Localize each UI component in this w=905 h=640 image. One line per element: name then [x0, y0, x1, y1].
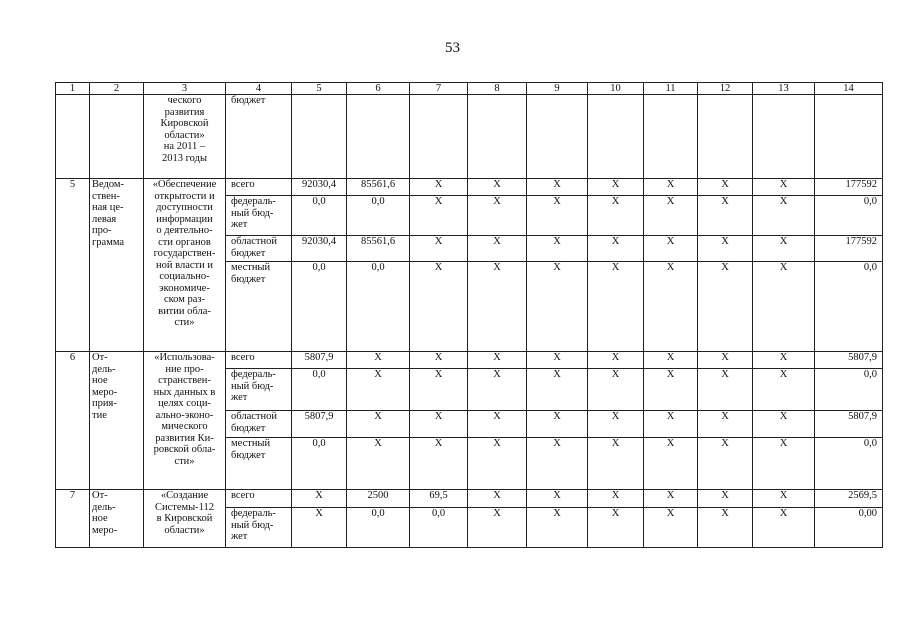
- row-number-cell: 7: [56, 490, 90, 548]
- value-cell: X: [410, 352, 468, 369]
- value-cell: 0,0: [347, 196, 410, 236]
- value-cell: 0,0: [292, 369, 347, 411]
- value-cell: 5807,9: [815, 352, 883, 369]
- value-cell: X: [753, 490, 815, 508]
- value-cell: X: [698, 508, 753, 548]
- value-cell: X: [588, 196, 644, 236]
- value-cell: X: [527, 369, 588, 411]
- value-cell: X: [468, 352, 527, 369]
- table-cell: [644, 95, 698, 179]
- program-name-cell: «Обеспечение открытости и доступности информации о деятельно- сти органов государствен- ной власти и социально- экономиче- ском раз- витии обла- сти»: [144, 179, 226, 352]
- value-cell: 0,0: [815, 262, 883, 352]
- column-header: 7: [410, 83, 468, 95]
- value-cell: X: [644, 196, 698, 236]
- value-cell: X: [698, 411, 753, 438]
- value-cell: X: [527, 179, 588, 196]
- value-cell: X: [698, 236, 753, 262]
- value-cell: X: [527, 490, 588, 508]
- table-cell: [527, 95, 588, 179]
- value-cell: 0,0: [292, 196, 347, 236]
- value-cell: X: [588, 236, 644, 262]
- value-cell: X: [698, 196, 753, 236]
- type-cell: От- дель- ное меро-: [90, 490, 144, 548]
- column-header: 14: [815, 83, 883, 95]
- table-cell: [410, 95, 468, 179]
- column-header: 13: [753, 83, 815, 95]
- value-cell: X: [527, 262, 588, 352]
- program-name-cell: «Создание Системы-112 в Кировской области»: [144, 490, 226, 548]
- value-cell: 2500: [347, 490, 410, 508]
- column-header: 1: [56, 83, 90, 95]
- value-cell: X: [644, 438, 698, 490]
- value-cell: X: [468, 369, 527, 411]
- value-cell: X: [410, 262, 468, 352]
- value-cell: X: [527, 236, 588, 262]
- value-cell: X: [753, 236, 815, 262]
- value-cell: X: [468, 508, 527, 548]
- budget-cell: федераль- ный бюд- жет: [226, 508, 292, 548]
- value-cell: X: [588, 411, 644, 438]
- column-header: 12: [698, 83, 753, 95]
- value-cell: X: [588, 352, 644, 369]
- column-header: 2: [90, 83, 144, 95]
- value-cell: X: [644, 490, 698, 508]
- value-cell: X: [527, 352, 588, 369]
- value-cell: X: [347, 438, 410, 490]
- value-cell: 0,0: [292, 262, 347, 352]
- budget-cell: всего: [226, 179, 292, 196]
- type-cell: От- дель- ное меро- прия- тие: [90, 352, 144, 490]
- column-header: 3: [144, 83, 226, 95]
- budget-table: [55, 82, 883, 548]
- value-cell: X: [588, 508, 644, 548]
- value-cell: X: [644, 179, 698, 196]
- value-cell: 0,0: [815, 369, 883, 411]
- value-cell: X: [468, 490, 527, 508]
- value-cell: 85561,6: [347, 179, 410, 196]
- value-cell: X: [753, 438, 815, 490]
- row-number-cell: 5: [56, 179, 90, 352]
- budget-cell: областной бюджет: [226, 411, 292, 438]
- value-cell: X: [698, 369, 753, 411]
- table-row: [56, 179, 883, 196]
- table-cell: [753, 95, 815, 179]
- value-cell: X: [410, 179, 468, 196]
- value-cell: X: [347, 411, 410, 438]
- column-header: 11: [644, 83, 698, 95]
- value-cell: 5807,9: [815, 411, 883, 438]
- value-cell: X: [588, 490, 644, 508]
- value-cell: X: [588, 262, 644, 352]
- value-cell: X: [588, 369, 644, 411]
- budget-cell: местный бюджет: [226, 262, 292, 352]
- table-row: [56, 352, 883, 369]
- value-cell: 0,0: [347, 508, 410, 548]
- table-cell: [815, 95, 883, 179]
- table-cell: [698, 95, 753, 179]
- value-cell: 0,0: [815, 196, 883, 236]
- table-cell: [347, 95, 410, 179]
- value-cell: X: [410, 196, 468, 236]
- value-cell: X: [753, 352, 815, 369]
- type-cell: Ведом- ствен- ная це- левая про- грамма: [90, 179, 144, 352]
- value-cell: X: [468, 411, 527, 438]
- value-cell: 92030,4: [292, 179, 347, 196]
- value-cell: X: [753, 179, 815, 196]
- column-header: 10: [588, 83, 644, 95]
- value-cell: X: [644, 352, 698, 369]
- table-cell: [468, 95, 527, 179]
- value-cell: X: [588, 179, 644, 196]
- value-cell: X: [644, 262, 698, 352]
- value-cell: 92030,4: [292, 236, 347, 262]
- value-cell: X: [468, 196, 527, 236]
- value-cell: X: [468, 236, 527, 262]
- value-cell: X: [644, 411, 698, 438]
- row-number-cell: 6: [56, 352, 90, 490]
- budget-cell: всего: [226, 352, 292, 369]
- column-header: 8: [468, 83, 527, 95]
- program-name-cell: ческого развития Кировской области» на 2011 – 2013 годы: [144, 95, 226, 179]
- table-cell: [90, 95, 144, 179]
- value-cell: 2569,5: [815, 490, 883, 508]
- value-cell: X: [292, 508, 347, 548]
- value-cell: 5807,9: [292, 352, 347, 369]
- value-cell: X: [753, 369, 815, 411]
- budget-cell: всего: [226, 490, 292, 508]
- value-cell: X: [644, 236, 698, 262]
- value-cell: X: [753, 262, 815, 352]
- value-cell: X: [410, 411, 468, 438]
- value-cell: 0,0: [815, 438, 883, 490]
- value-cell: X: [753, 508, 815, 548]
- value-cell: X: [410, 369, 468, 411]
- value-cell: 0,0: [410, 508, 468, 548]
- value-cell: X: [698, 262, 753, 352]
- header-row: [56, 83, 883, 95]
- value-cell: X: [698, 179, 753, 196]
- table-cell: [56, 95, 90, 179]
- value-cell: X: [644, 508, 698, 548]
- value-cell: X: [527, 196, 588, 236]
- table-row: [56, 95, 883, 179]
- table-row: [56, 490, 883, 508]
- value-cell: X: [292, 490, 347, 508]
- value-cell: X: [753, 196, 815, 236]
- page-number: 53: [445, 40, 460, 56]
- budget-cell: федераль- ный бюд- жет: [226, 196, 292, 236]
- value-cell: 177592: [815, 236, 883, 262]
- column-header: 4: [226, 83, 292, 95]
- value-cell: 0,0: [292, 438, 347, 490]
- value-cell: X: [468, 438, 527, 490]
- value-cell: 85561,6: [347, 236, 410, 262]
- value-cell: X: [698, 490, 753, 508]
- value-cell: 69,5: [410, 490, 468, 508]
- value-cell: X: [347, 352, 410, 369]
- table-cell: [292, 95, 347, 179]
- value-cell: X: [468, 262, 527, 352]
- budget-cell: федераль- ный бюд- жет: [226, 369, 292, 411]
- value-cell: 0,0: [347, 262, 410, 352]
- value-cell: X: [410, 438, 468, 490]
- column-header: 6: [347, 83, 410, 95]
- value-cell: 177592: [815, 179, 883, 196]
- value-cell: X: [698, 438, 753, 490]
- value-cell: X: [347, 369, 410, 411]
- value-cell: X: [527, 508, 588, 548]
- value-cell: X: [698, 352, 753, 369]
- budget-cell: местный бюджет: [226, 438, 292, 490]
- table-cell: [588, 95, 644, 179]
- value-cell: X: [644, 369, 698, 411]
- value-cell: X: [588, 438, 644, 490]
- value-cell: 0,00: [815, 508, 883, 548]
- value-cell: 5807,9: [292, 411, 347, 438]
- column-header: 5: [292, 83, 347, 95]
- budget-cell: областной бюджет: [226, 236, 292, 262]
- column-header: 9: [527, 83, 588, 95]
- budget-cell: бюджет: [226, 95, 292, 179]
- value-cell: X: [410, 236, 468, 262]
- value-cell: X: [753, 411, 815, 438]
- program-name-cell: «Использова- ние про- странствен- ных данных в целях соци- ально-эконо- мического развития Ки- ровской обла- сти»: [144, 352, 226, 490]
- value-cell: X: [527, 411, 588, 438]
- value-cell: X: [527, 438, 588, 490]
- value-cell: X: [468, 179, 527, 196]
